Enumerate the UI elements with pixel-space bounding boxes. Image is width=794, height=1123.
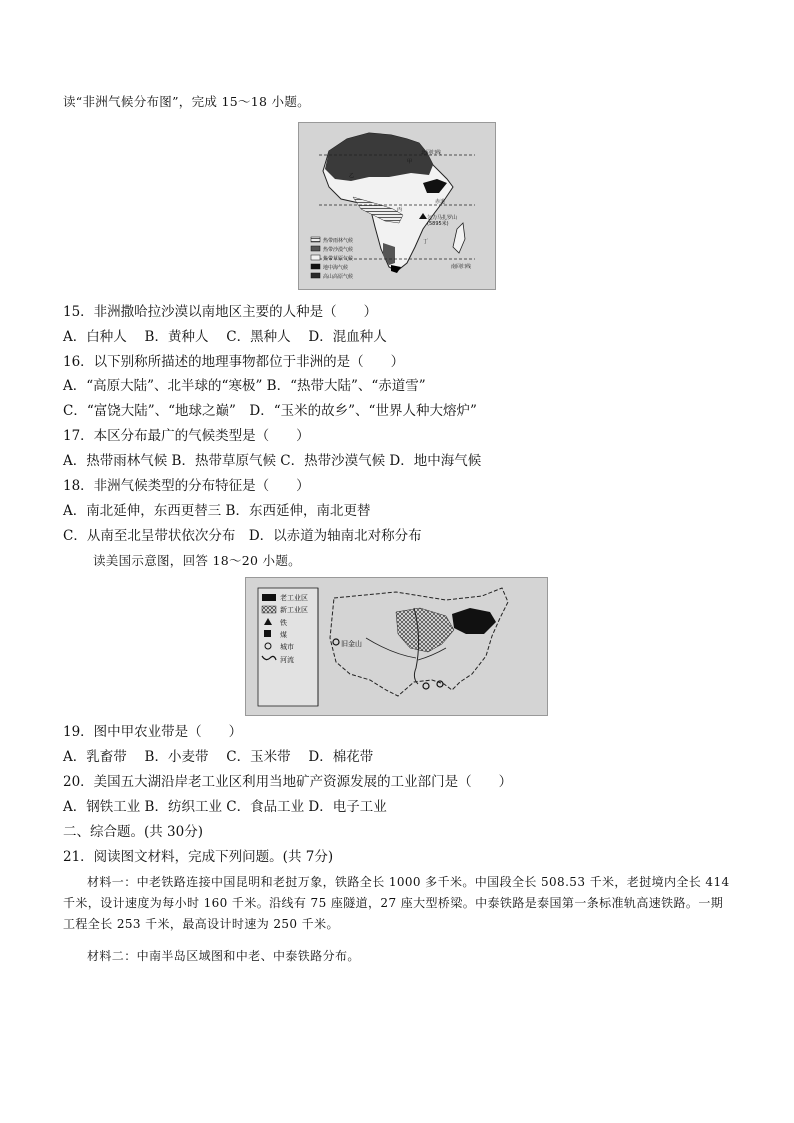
label-san-francisco: 旧金山 bbox=[341, 640, 362, 648]
question-17: 17．本区分布最广的气候类型是（ ） bbox=[63, 428, 310, 444]
question-21: 21．阅读图文材料，完成下列问题。(共 7分) bbox=[63, 849, 334, 865]
question-16-options-cd: C．“富饶大陆”、“地球之巅” D．“玉米的故乡”、“世界人种大熔炉” bbox=[63, 403, 477, 419]
usa-intro: 读美国示意图，回答 18～20 小题。 bbox=[93, 553, 301, 568]
question-16-options-ab: A．“高原大陆”、北半球的“寒极” B．“热带大陆”、“赤道雪” bbox=[63, 378, 426, 394]
africa-climate-map bbox=[298, 122, 496, 290]
question-18-options-ab: A．南北延伸，东西更替三 B．东西延伸，南北更替 bbox=[63, 503, 371, 519]
label-ding: 丁 bbox=[423, 239, 429, 245]
africa-intro: 读“非洲气候分布图”，完成 15～18 小题。 bbox=[63, 94, 310, 109]
question-15: 15．非洲撒哈拉沙漠以南地区主要的人种是（ ） bbox=[63, 304, 378, 320]
label-kilimanjaro: 乞力马扎罗山 bbox=[427, 215, 458, 221]
question-19: 19．图中甲农业带是（ ） bbox=[63, 724, 243, 740]
legend-savanna: 热带草原气候 bbox=[323, 256, 354, 262]
material-two: 材料二：中南半岛区域图和中老、中泰铁路分布。 bbox=[87, 949, 360, 963]
legend-city: 城市 bbox=[280, 643, 294, 651]
coal-icon bbox=[264, 630, 271, 637]
city bbox=[437, 681, 443, 687]
legend-coal: 煤 bbox=[280, 631, 287, 639]
usa-map bbox=[245, 577, 548, 716]
madagascar bbox=[453, 223, 465, 253]
legend-rainforest: 热带雨林气候 bbox=[323, 238, 354, 244]
legend-iron: 铁 bbox=[280, 619, 287, 627]
label-kilimanjaro-height: (5895米) bbox=[427, 221, 449, 227]
legend-old-industry: 老工业区 bbox=[280, 594, 308, 602]
city bbox=[423, 683, 429, 689]
question-17-options: A．热带雨林气候 B．热带草原气候 C．热带沙漠气候 D．地中海气候 bbox=[63, 453, 482, 469]
legend-highland: 高山高原气候 bbox=[323, 274, 354, 280]
question-19-options: A．乳畜带 B．小麦带 C．玉米带 D．棉花带 bbox=[63, 749, 374, 765]
old-industry-zone bbox=[452, 608, 496, 634]
label-tropic-south: 南回归线 bbox=[451, 264, 472, 270]
question-18-options-cd: C．从南至北呈带状依次分布 D．以赤道为轴南北对称分布 bbox=[63, 528, 422, 544]
city-san-francisco bbox=[333, 639, 339, 645]
legend-mediterranean: 地中海气候 bbox=[323, 265, 349, 271]
label-jia: 甲 bbox=[407, 159, 413, 165]
label-yi: 乙 bbox=[349, 173, 355, 179]
label-bing: 丙 bbox=[397, 207, 403, 213]
legend-desert: 热带沙漠气候 bbox=[323, 247, 354, 253]
new-industry-zone bbox=[396, 608, 454, 652]
legend-river: 河流 bbox=[280, 656, 294, 664]
label-equator: 赤道 bbox=[435, 199, 446, 205]
material-one: 材料一：中老铁路连接中国昆明和老挝万象，铁路全长 1000 多千米。中国段全长 508.53 千米，老挝境内全长 414 千米，设计速度为每小时 160 千米。沿线有 75 座隧道，27 座大型桥梁。中泰铁路是泰国第一条标准轨高速铁路。一期工程全长 253 千米，最高设计时速为 250 千米。 bbox=[63, 875, 730, 931]
question-15-options: A．白种人 B．黄种人 C．黑种人 D．混血种人 bbox=[63, 329, 387, 345]
question-20: 20．美国五大湖沿岸老工业区利用当地矿产资源发展的工业部门是（ ） bbox=[63, 774, 513, 790]
africa-legend bbox=[311, 237, 353, 280]
question-16: 16．以下别称所描述的地理事物都位于非洲的是（ ） bbox=[63, 354, 405, 370]
question-18: 18．非洲气候类型的分布特征是（ ） bbox=[63, 478, 310, 494]
legend-new-industry: 新工业区 bbox=[280, 606, 308, 614]
question-20-options: A．钢铁工业 B．纺织工业 C．食品工业 D．电子工业 bbox=[63, 799, 387, 815]
label-tropic-north: 北回归线 bbox=[421, 150, 442, 156]
section-two-heading: 二、综合题。(共 30分) bbox=[63, 824, 204, 840]
